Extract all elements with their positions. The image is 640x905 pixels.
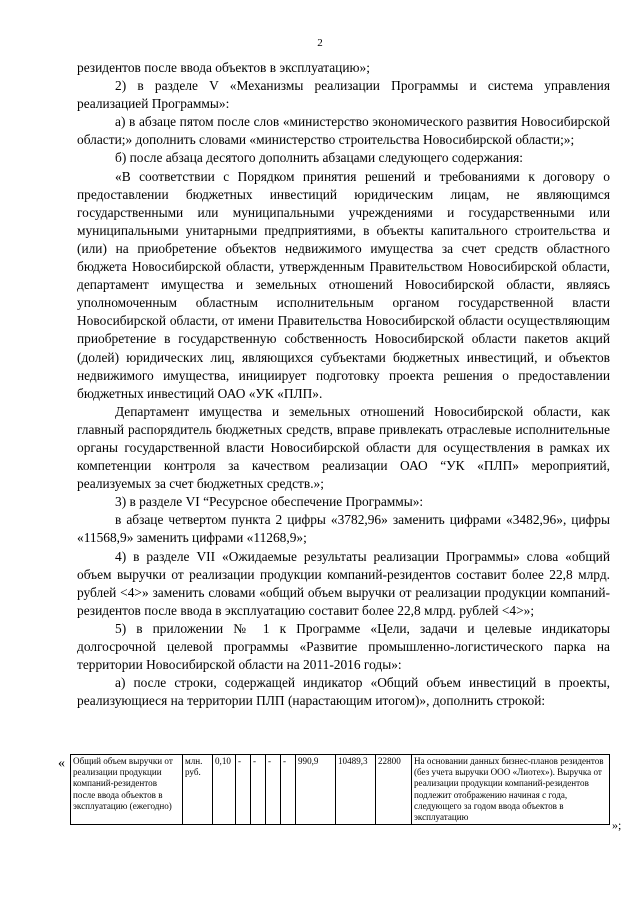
paragraph-2: а) в абзаце пятом после слов «министерство экономического развития Новосибирской области;» дополнить словами «министерство строительства Новосибирской области;»; — [77, 114, 610, 148]
value-cell: - — [236, 755, 251, 825]
paragraph-9: 5) в приложении № 1 к Программе «Цели, задачи и целевые индикаторы долгосрочной целевой программы «Развитие промышленно-логистического парка на территории Новосибирской области на 2011-2016 годы»: — [77, 620, 610, 673]
inserted-indicator-table — [58, 754, 622, 832]
document-body — [77, 59, 610, 710]
paragraph-6: 3) в разделе VI “Ресурсное обеспечение Программы»: — [115, 494, 424, 510]
note-cell: На основании данных бизнес-планов резидентов (без учета выручки ООО «Лиотех»). Выручка от реализации продукции компаний-резидентов подлежит отображению начиная с года, следующего за годом ввода объектов в эксплуатацию — [412, 755, 610, 825]
paragraph-1: 2) в разделе V «Механизмы реализации Программы и система управления реализацией Программы»: — [77, 78, 610, 112]
indicator-table — [70, 754, 610, 825]
paragraph-0: резидентов после ввода объектов в эксплуатацию»; — [77, 60, 370, 75]
close-quote: »; — [612, 818, 622, 832]
value-cell: - — [281, 755, 296, 825]
paragraph-10: а) после строки, содержащей индикатор «Общий объем инвестиций в проекты, реализующиеся на территории ПЛП (нарастающим итогом)», дополнить строкой: — [77, 675, 610, 709]
value-cell: 0,10 — [213, 755, 236, 825]
open-quote: « — [58, 756, 65, 771]
value-cell: 990,9 — [296, 755, 336, 825]
value-cell: 10489,3 — [336, 755, 376, 825]
paragraph-3: б) после абзаца десятого дополнить абзацами следующего содержания: — [115, 150, 524, 166]
paragraph-8: 4) в разделе VII «Ожидаемые результаты реализации Программы» слова «общий объем выручки от реализации продукции компаний-резидентов составит более 22,8 млрд. рублей <4>» заменить словами «общий объем выручки от реализации продукции компаний-резидентов после ввода в эксплуатацию составит более 22,8 млрд. рублей <4>»; — [77, 548, 610, 618]
value-cell: - — [266, 755, 281, 825]
paragraph-5: Департамент имущества и земельных отношений Новосибирской области, как главный распорядитель бюджетных средств, вправе привлекать отраслевые исполнительные органы государственной власти Новосибирской области для осуществления в рамках их компетенции контроля за качеством реализации ОАО “УК «ПЛП» мероприятий, реализуемых за счет бюджетных средств.»; — [77, 403, 610, 492]
paragraph-7: в абзаце четвертом пункта 2 цифры «3782,96» заменить цифрами «3482,96», цифры «11568,9» заменить цифрами «11268,9»; — [77, 512, 610, 546]
value-cell: - — [251, 755, 266, 825]
page-number: 2 — [317, 37, 323, 49]
value-cell: 22800 — [376, 755, 412, 825]
table-row — [71, 755, 610, 825]
paragraph-4: «В соответствии с Порядком принятия решений и требованиями к договору о предоставлении бюджетных инвестиций юридическим лицам, не являющимся государственными или муниципальными учреждениями и государственными или муниципальными унитарными предприятиями, в объекты капитального строительства и (или) на приобретение объектов недвижимого имущества за счет средств областного бюджета Новосибирской области, утвержденным Правительством Новосибирской области, департамент имущества и земельных отношений Новосибирской области, являясь уполномоченным областным исполнительным органом государственной власти Новосибирской области, от имени Правительства Новосибирской области осуществляющим приобретение в государственную собственность Новосибирской области пакетов акций (долей) юридических лиц, являющихся субъектами бюджетных инвестиций, и объектов недвижимого имущества, инициирует подготовку проекта решения о предоставлении бюджетных инвестиций ОАО «УК «ПЛП». — [77, 168, 610, 401]
indicator-cell: Общий объем выручки от реализации продукции компаний-резидентов после ввода объектов в эксплуатацию (ежегодно) — [71, 755, 183, 825]
unit-cell: млн. руб. — [183, 755, 213, 825]
